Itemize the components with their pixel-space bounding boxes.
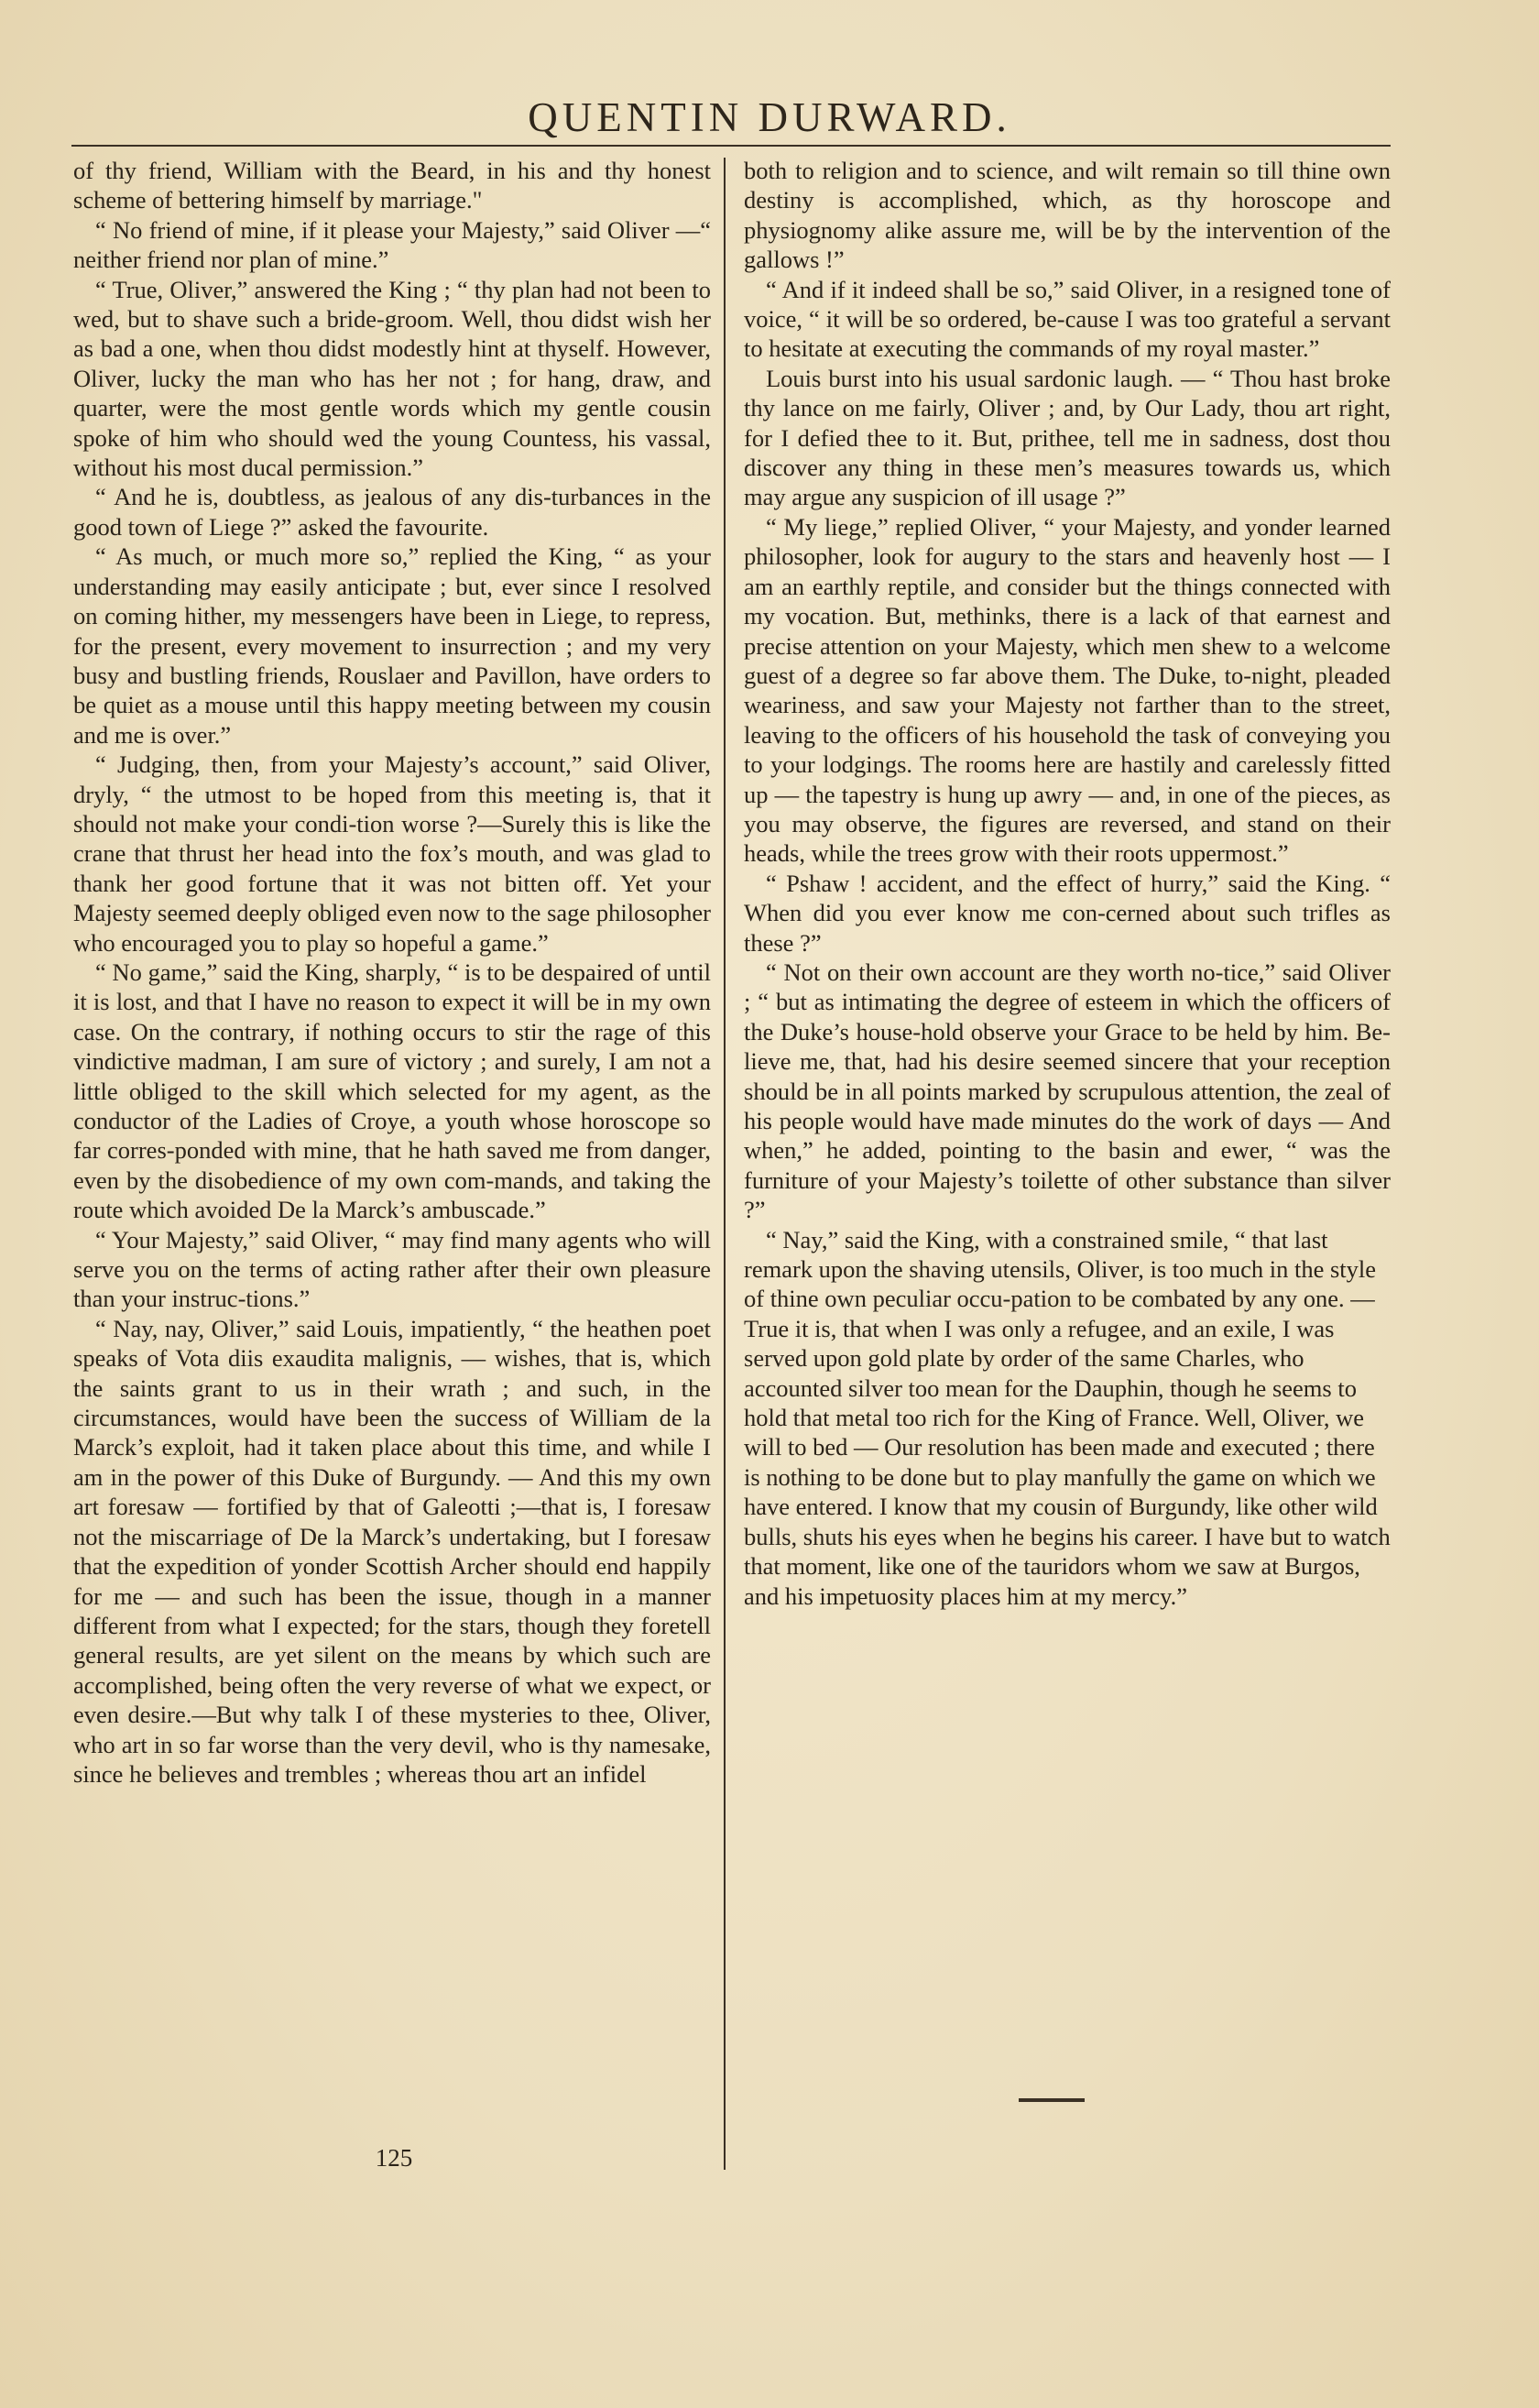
- paragraph: of thy friend, William with the Beard, in his and thy honest scheme of bettering himself by marriage.": [73, 157, 711, 214]
- paragraph: “ Judging, then, from your Majesty’s account,” said Oliver, dryly, “ the utmost to be hoped from this meeting is, that it should not make your condi-tion worse ?—Surely this is like the crane that thrust her head into the fox’s mouth, and was glad to thank her good fortune that it was not bitten off. Yet your Majesty seemed deeply obliged even now to the sage philosopher who encouraged you to play so hopeful a game.”: [73, 750, 711, 957]
- paragraph: “ And he is, doubtless, as jealous of any dis-turbances in the good town of Liege ?” asked the favourite.: [73, 483, 711, 541]
- left-column: [73, 156, 711, 1789]
- paragraph: both to religion and to science, and wilt remain so till thine own destiny is accomplished, which, as thy horoscope and physiognomy alike assure me, will be by the intervention of the gallows !”: [744, 157, 1391, 274]
- right-column: [744, 156, 1391, 1611]
- paragraph: “ True, Oliver,” answered the King ; “ thy plan had not been to wed, but to shave such a bride-groom. Well, thou didst wish her as bad a one, when thou didst modestly hint at thyself. However, Oliver, lucky the man who has her not ; for hang, draw, and quarter, were the most gentle words which my gentle cousin spoke of him who should wed the young Countess, his vassal, without his most ducal permission.”: [73, 275, 711, 482]
- paragraph: “ Nay,” said the King, with a constrained smile, “ that last remark upon the shaving utensils, Oliver, is too much in the style of thine own peculiar occu-pation to be combated by any one. — True it is, that when I was only a refugee, and an exile, I was served upon gold plate by order of the same Charles, who accounted silver too mean for the Dauphin, though he seems to hold that metal too rich for the King of France. Well, Oliver, we will to bed — Our resolution has been made and executed ; there is nothing to be done but to play manfully the game on which we have entered. I know that my cousin of Burgundy, like other wild bulls, shuts his eyes when he begins his career. I have but to watch that moment, like one of the tauridors whom we saw at Burgos, and his impetuosity places him at my mercy.”: [744, 1225, 1391, 1610]
- paragraph: “ No friend of mine, if it please your Majesty,” said Oliver —“ neither friend nor plan of mine.”: [73, 215, 711, 274]
- header-rule: [71, 145, 1391, 147]
- paragraph: “ And if it indeed shall be so,” said Oliver, in a resigned tone of voice, “ it will be so ordered, be-cause I was too grateful a servant to hesitate at executing the commands of my royal master.”: [744, 275, 1391, 363]
- paragraph: “ My liege,” replied Oliver, “ your Majesty, and yonder learned philosopher, look for augury to the stars and heavenly host — I am an earthly reptile, and consider but the things connected with my vocation. But, methinks, there is a lack of that earnest and precise attention on your Majesty, which men shew to a welcome guest of a degree so far above them. The Duke, to-night, pleaded weariness, and saw your Majesty not farther than to the street, leaving to the officers of his household the task of conveying you to your lodgings. The rooms here are hastily and carelessly fitted up — the tapestry is hung up awry — and, in one of the pieces, as you may observe, the figures are reversed, and stand on their heads, while the trees grow with their roots uppermost.”: [744, 512, 1391, 868]
- paragraph: “ Not on their own account are they worth no-tice,” said Oliver ; “ but as intimating the degree of esteem in which the officers of the Duke’s house-hold observe your Grace to be held by him. Be-lieve me, that, had his desire seemed sincere that your reception should be in all points marked by scrupulous attention, the zeal of his people would have made minutes do the work of days — And when,” he added, pointing to the basin and ewer, “ was the furniture of your Majesty’s toilette of other substance than silver ?”: [744, 958, 1391, 1224]
- paragraph: Louis burst into his usual sardonic laugh. — “ Thou hast broke thy lance on me fairly, Oliver ; and, by Our Lady, thou art right, for I defied thee to it. But, prithee, tell me in sadness, dost thou discover any thing in these men’s measures towards us, which may argue any suspicion of ill usage ?”: [744, 364, 1391, 511]
- paragraph: “ Your Majesty,” said Oliver, “ may find many agents who will serve you on the terms of acting rather after their own pleasure than your instruc-tions.”: [73, 1225, 711, 1313]
- column-divider: [724, 158, 726, 2170]
- chapter-end-rule: [1019, 2098, 1085, 2102]
- running-header: QUENTIN DURWARD.: [528, 94, 1011, 140]
- paragraph: “ Pshaw ! accident, and the effect of hurry,” said the King. “ When did you ever know me con-cerned about such trifles as these ?”: [744, 869, 1391, 957]
- paragraph: “ No game,” said the King, sharply, “ is to be despaired of until it is lost, and that I have no reason to expect it will be in my own case. On the contrary, if nothing occurs to stir the rage of this vindictive madman, I am sure of victory ; and surely, I am not a little obliged to the skill which selected for my agent, as the conductor of the Ladies of Croye, a youth whose horoscope so far corres-ponded with mine, that he hath saved me from danger, even by the disobedience of my own com-mands, and taking the route which avoided De la Marck’s ambuscade.”: [73, 958, 711, 1224]
- paragraph: “ As much, or much more so,” replied the King, “ as your understanding may easily anticipate ; but, ever since I resolved on coming hither, my messengers have been in Liege, to repress, for the present, every movement to insurrection ; and my very busy and bustling friends, Rouslaer and Pavillon, have orders to be quiet as a mouse until this happy meeting between my cousin and me is over.”: [73, 542, 711, 749]
- paragraph: “ Nay, nay, Oliver,” said Louis, impatiently, “ the heathen poet speaks of Vota diis exaudita malignis, — wishes, that is, which the saints grant to us in their wrath ; and such, in the circumstances, would have been the success of William de la Marck’s exploit, had it taken place about this time, and while I am in the power of this Duke of Burgundy. — And this my own art foresaw — fortified by that of Galeotti ;—that is, I foresaw not the miscarriage of De la Marck’s undertaking, but I foresaw that the expedition of yonder Scottish Archer should end happily for me — and such has been the issue, though in a manner different from what I expected; for the stars, though they foretell general results, are yet silent on the means by which such are accomplished, being often the very reverse of what we expect, or even desire.—But why talk I of these mysteries to thee, Oliver, who art in so far worse than the very devil, who is thy namesake, since he believes and trembles ; whereas thou art an infidel: [73, 1314, 711, 1788]
- page-number: 125: [375, 2144, 413, 2172]
